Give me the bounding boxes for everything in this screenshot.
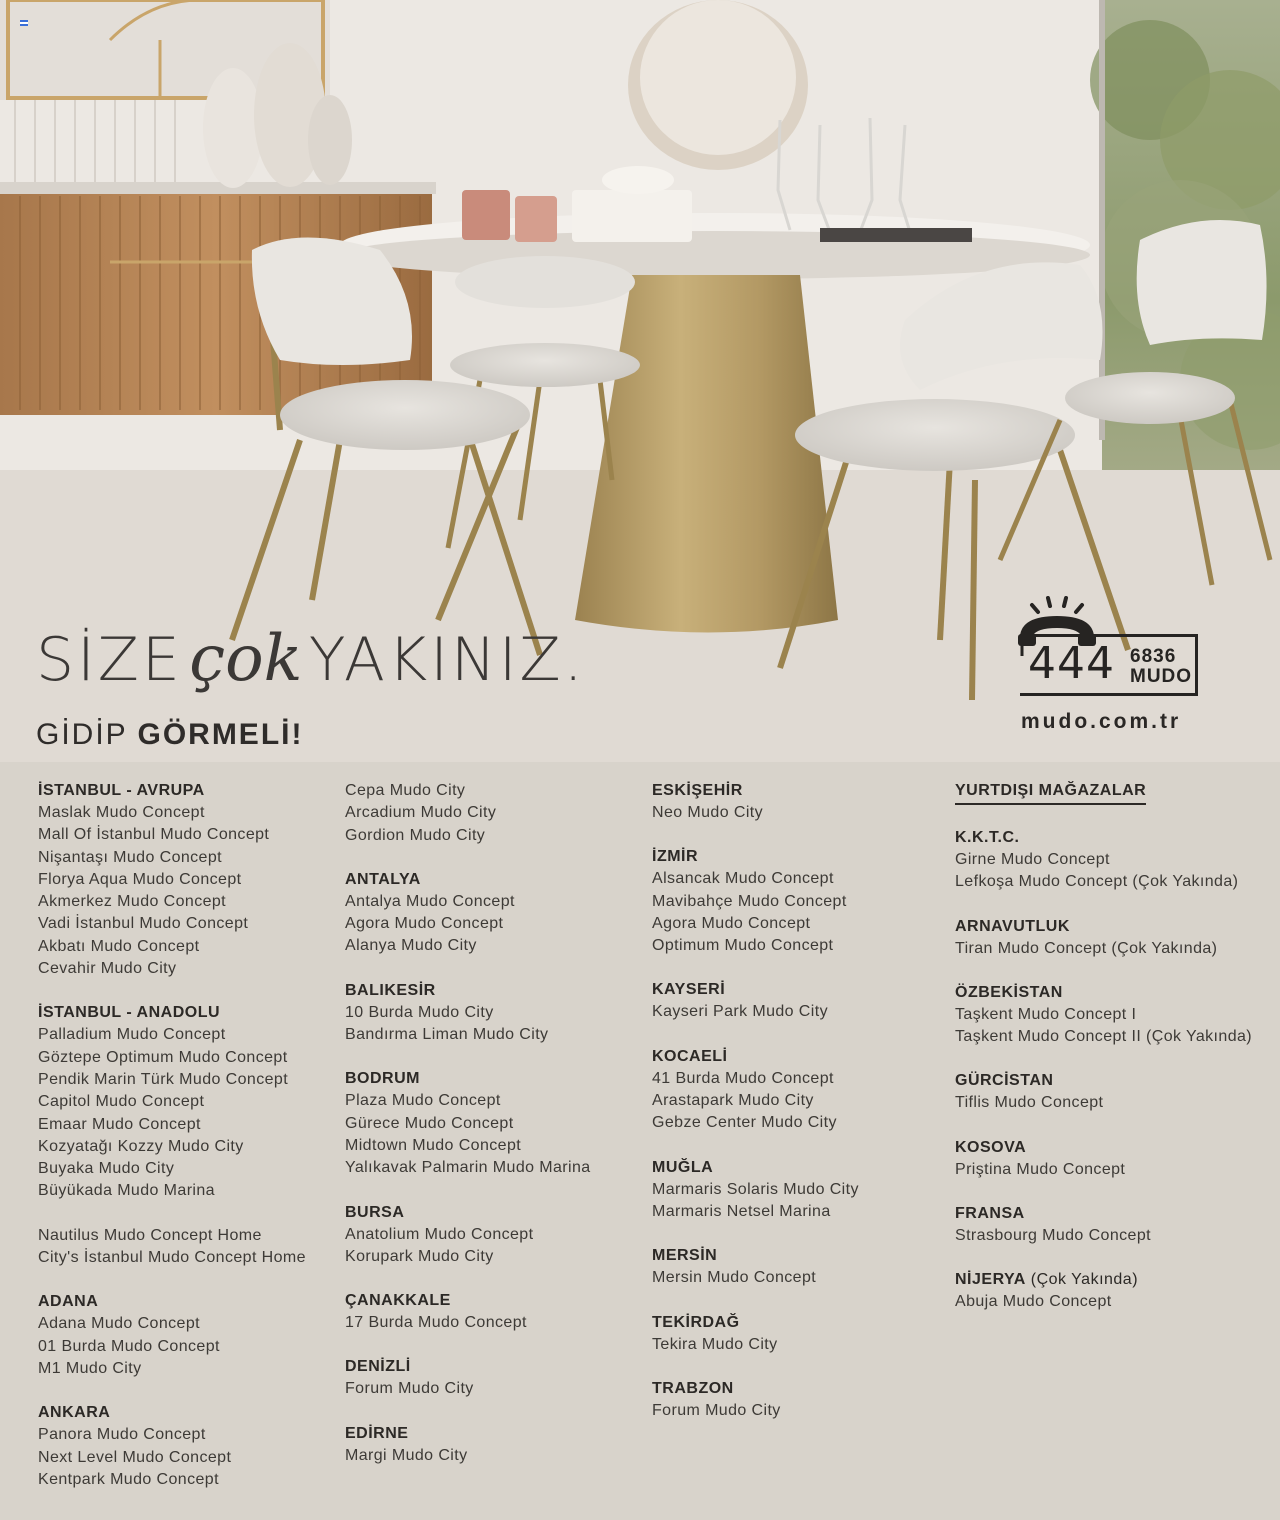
region-group: [345, 1290, 640, 1334]
headline-script-word: çok: [189, 622, 303, 696]
region-heading: ANTALYA: [345, 870, 421, 888]
website-link[interactable]: mudo.com.tr: [1021, 710, 1182, 733]
store-item: Yalıkavak Palmarin Mudo Marina: [345, 1159, 591, 1177]
store-item: Tiran Mudo Concept (Çok Yakında): [955, 939, 1218, 957]
store-column-international: [955, 780, 1275, 1336]
store-item: Akmerkez Mudo Concept: [38, 893, 227, 911]
store-item: Göztepe Optimum Mudo Concept: [38, 1048, 288, 1066]
store-item: Tekira Mudo City: [652, 1335, 778, 1353]
region-heading: FRANSA: [955, 1205, 1025, 1223]
region-heading: ARNAVUTLUK: [955, 917, 1070, 935]
region-heading: MERSİN: [652, 1247, 718, 1265]
region-heading: ÇANAKKALE: [345, 1292, 451, 1310]
sub-headline: [36, 718, 303, 752]
store-column-1: [38, 780, 328, 1513]
region-heading: BURSA: [345, 1203, 405, 1221]
region-note: (Çok Yakında): [1025, 1271, 1139, 1289]
store-item: Emaar Mudo Concept: [38, 1115, 201, 1133]
store-item: Panora Mudo Concept: [38, 1426, 206, 1444]
region-group: [652, 1046, 942, 1135]
store-item: Bandırma Liman Mudo City: [345, 1026, 549, 1044]
region-heading: ÖZBEKİSTAN: [955, 983, 1063, 1001]
region-heading: İZMİR: [652, 848, 699, 866]
store-item: Maslak Mudo Concept: [38, 804, 205, 821]
store-item: Mall Of İstanbul Mudo Concept: [38, 826, 270, 844]
region-group: [345, 1423, 640, 1467]
store-item: Gürece Mudo Concept: [345, 1114, 514, 1132]
region-heading-with-note: [955, 1269, 1275, 1291]
store-item: Antalya Mudo Concept: [345, 892, 515, 910]
store-item: Alanya Mudo City: [345, 937, 477, 955]
store-item: Büyükada Mudo Marina: [38, 1182, 215, 1200]
store-item: City's İstanbul Mudo Concept Home: [38, 1249, 306, 1267]
region-group: [652, 1312, 942, 1356]
region-heading: NİJERYA: [955, 1271, 1026, 1289]
store-item: Nautilus Mudo Concept Home: [38, 1226, 262, 1244]
region-group: [345, 780, 640, 847]
store-item: Agora Mudo Concept: [345, 915, 504, 933]
region-heading: KOSOVA: [955, 1138, 1027, 1156]
store-item: Akbatı Mudo Concept: [38, 937, 200, 955]
store-item: 17 Burda Mudo Concept: [345, 1314, 527, 1332]
region-group: [652, 780, 942, 824]
region-group: [652, 1245, 942, 1289]
region-group: [38, 1291, 328, 1380]
region-heading: ADANA: [38, 1293, 99, 1311]
store-item: Capitol Mudo Concept: [38, 1093, 205, 1111]
region-group: [955, 827, 1275, 894]
store-item: Nişantaşı Mudo Concept: [38, 848, 223, 866]
region-group: [652, 846, 942, 957]
phone-prefix: 444: [1028, 638, 1115, 689]
store-item: Mavibahçe Mudo Concept: [652, 892, 847, 910]
region-group: [38, 1002, 328, 1202]
region-heading: KOCAELİ: [652, 1047, 728, 1065]
phone-digits: 6836: [1130, 646, 1177, 667]
region-group: [38, 780, 328, 980]
store-item: Arcadium Mudo City: [345, 804, 497, 822]
store-item: Plaza Mudo Concept: [345, 1092, 501, 1110]
region-group: [955, 982, 1275, 1049]
headline-part-1: SİZE: [36, 625, 183, 695]
store-item: 10 Burda Mudo City: [345, 1003, 494, 1021]
region-group: [955, 1269, 1275, 1313]
store-item: Mersin Mudo Concept: [652, 1269, 817, 1287]
store-item: Arastapark Mudo City: [652, 1092, 814, 1110]
store-item: Gebze Center Mudo City: [652, 1114, 837, 1132]
store-item: Strasbourg Mudo Concept: [955, 1227, 1151, 1245]
store-item: Margi Mudo City: [345, 1446, 468, 1464]
store-item: Cevahir Mudo City: [38, 960, 177, 978]
store-item: Adana Mudo Concept: [38, 1315, 200, 1333]
phone-suffix: [1130, 647, 1192, 687]
region-group: [38, 1225, 328, 1270]
region-group: [955, 916, 1275, 960]
international-stores-title: YURTDIŞI MAĞAZALAR: [955, 780, 1146, 805]
store-item: Vadi İstanbul Mudo Concept: [38, 915, 249, 933]
region-heading: GÜRCİSTAN: [955, 1072, 1054, 1090]
store-item: Pendik Marin Türk Mudo Concept: [38, 1070, 289, 1088]
store-item: Kentpark Mudo Concept: [38, 1470, 219, 1488]
store-item: Lefkoşa Mudo Concept (Çok Yakında): [955, 873, 1239, 891]
subheadline-bold: GÖRMELİ!: [137, 718, 304, 751]
store-item: 41 Burda Mudo Concept: [652, 1069, 834, 1087]
region-heading: TEKİRDAĞ: [652, 1313, 740, 1331]
store-item: M1 Mudo City: [38, 1359, 142, 1377]
region-heading: İSTANBUL - AVRUPA: [38, 782, 205, 799]
store-item: Next Level Mudo Concept: [38, 1448, 232, 1466]
store-item: Taşkent Mudo Concept II (Çok Yakında): [955, 1028, 1253, 1046]
store-item: Kozyatağı Kozzy Mudo City: [38, 1137, 244, 1155]
store-item: Korupark Mudo City: [345, 1247, 494, 1265]
store-item: Kayseri Park Mudo City: [652, 1003, 828, 1021]
store-directory: [0, 762, 1280, 1520]
store-item: Forum Mudo City: [652, 1401, 781, 1419]
subheadline-light: GİDİP: [36, 718, 128, 751]
region-heading: TRABZON: [652, 1379, 734, 1397]
store-item: Anatolium Mudo Concept: [345, 1225, 534, 1243]
store-item: Alsancak Mudo Concept: [652, 870, 834, 888]
store-item: Florya Aqua Mudo Concept: [38, 870, 242, 888]
store-item: Neo Mudo City: [652, 804, 764, 821]
store-item: Tiflis Mudo Concept: [955, 1094, 1104, 1112]
region-heading: EDİRNE: [345, 1424, 409, 1442]
store-item: Marmaris Solaris Mudo City: [652, 1180, 859, 1198]
headline: [36, 622, 586, 696]
region-heading: ESKİŞEHİR: [652, 782, 743, 799]
store-item: Cepa Mudo City: [345, 782, 466, 799]
store-item: Palladium Mudo Concept: [38, 1026, 226, 1044]
headline-part-2: YAKINIZ.: [308, 625, 586, 695]
flag-icon: [20, 20, 28, 26]
store-item: Marmaris Netsel Marina: [652, 1202, 831, 1220]
region-heading: K.K.T.C.: [955, 829, 1020, 846]
region-group: [955, 1070, 1275, 1114]
store-item: Optimum Mudo Concept: [652, 937, 834, 955]
region-heading: İSTANBUL - ANADOLU: [38, 1004, 221, 1022]
region-group: [652, 979, 942, 1023]
region-group: [345, 1356, 640, 1400]
region-group: [345, 1068, 640, 1179]
store-item: Taşkent Mudo Concept I: [955, 1005, 1137, 1023]
store-item: Girne Mudo Concept: [955, 851, 1110, 868]
region-group: [38, 1402, 328, 1491]
store-item: Abuja Mudo Concept: [955, 1293, 1112, 1311]
store-item: Midtown Mudo Concept: [345, 1136, 522, 1154]
region-heading: BODRUM: [345, 1070, 420, 1088]
store-item: Agora Mudo Concept: [652, 914, 811, 932]
region-heading: DENİZLİ: [345, 1358, 411, 1376]
store-item: Forum Mudo City: [345, 1380, 474, 1398]
region-group: [955, 1137, 1275, 1181]
region-group: [652, 1378, 942, 1422]
store-column-2: [345, 780, 640, 1489]
region-group: [345, 869, 640, 958]
region-group: [955, 1203, 1275, 1247]
region-group: [652, 1157, 942, 1224]
region-group: [345, 1202, 640, 1269]
region-heading: KAYSERİ: [652, 981, 726, 999]
phone-brand: MUDO: [1130, 666, 1193, 687]
store-item: Gordion Mudo City: [345, 826, 486, 844]
store-item: Buyaka Mudo City: [38, 1160, 175, 1178]
region-heading: ANKARA: [38, 1404, 111, 1422]
region-heading: BALIKESİR: [345, 981, 436, 999]
region-heading: MUĞLA: [652, 1158, 714, 1176]
store-column-3: [652, 780, 942, 1444]
store-item: Priştina Mudo Concept: [955, 1160, 1126, 1178]
store-item: 01 Burda Mudo Concept: [38, 1337, 220, 1355]
region-group: [345, 980, 640, 1047]
